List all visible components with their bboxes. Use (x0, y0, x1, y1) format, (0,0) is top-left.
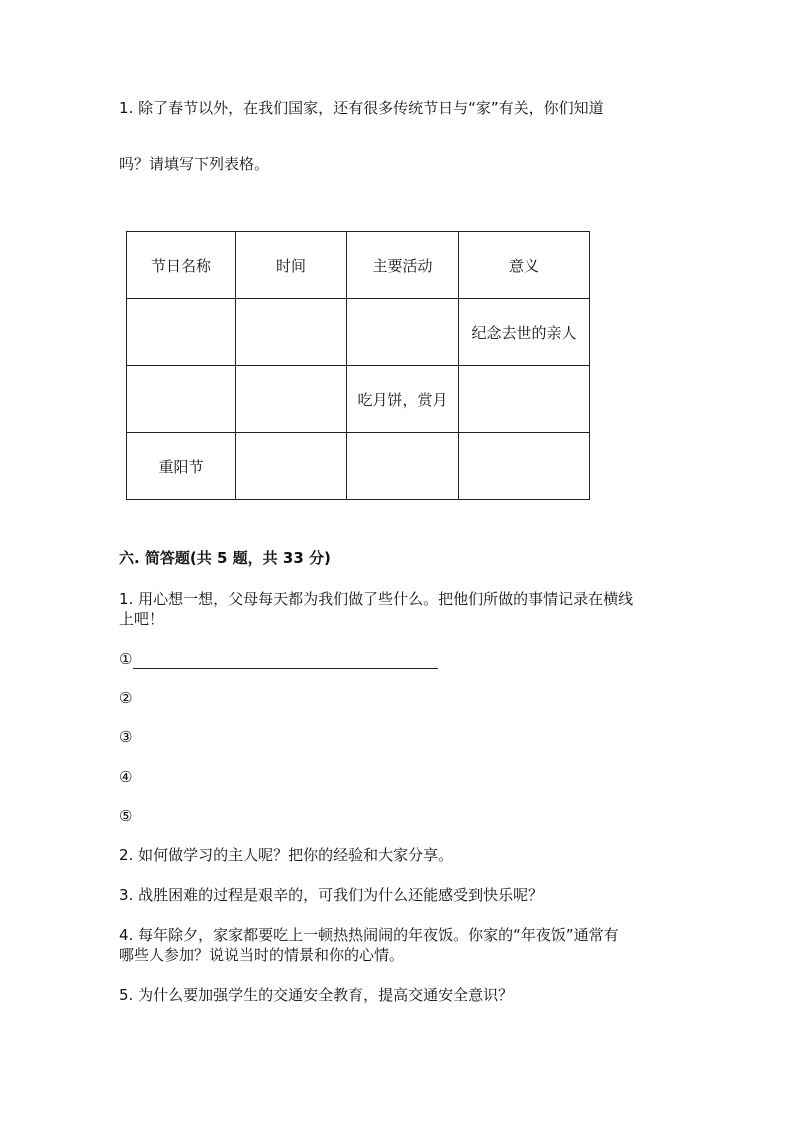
answer-item-5: ⑤ (119, 807, 133, 825)
answer-item-3: ③ (119, 728, 133, 746)
header-time: 时间 (236, 232, 347, 299)
section-title: 六. 简答题(共 5 题，共 33 分) (119, 549, 331, 567)
s6-q5: 5. 为什么要加强学生的交通安全教育，提高交通安全意识？ (119, 986, 514, 1004)
answer-underline[interactable] (133, 652, 438, 669)
table-cell[interactable] (236, 366, 347, 433)
table-header-row (127, 232, 590, 299)
table-cell[interactable] (347, 433, 459, 500)
s6-q4-line1: 4. 每年除夕，家家都要吃上一顿热热闹闹的年夜饭。你家的“年夜饭”通常有 (119, 926, 619, 944)
q1-text-line2: 吗？请填写下列表格。 (119, 155, 270, 173)
s6-q4-line2: 哪些人参加？说说当时的情景和你的心情。 (119, 946, 405, 964)
answer-item-2: ② (119, 689, 133, 707)
s6-q3: 3. 战胜困难的过程是艰辛的，可我们为什么还能感受到快乐呢？ (119, 886, 544, 904)
table-cell: 吃月饼，赏月 (347, 366, 459, 433)
header-meaning: 意义 (459, 232, 590, 299)
table-cell[interactable] (127, 299, 236, 366)
q1-text-line1: 1. 除了春节以外，在我们国家，还有很多传统节日与“家”有关，你们知道 (119, 99, 604, 117)
s6-q1-line2: 上吧！ (119, 610, 165, 628)
table-cell: 重阳节 (127, 433, 236, 500)
s6-q1-line1: 1. 用心想一想，父母每天都为我们做了些什么。把他们所做的事情记录在横线 (119, 590, 634, 608)
table-cell: 纪念去世的亲人 (459, 299, 590, 366)
table-cell[interactable] (347, 299, 459, 366)
table-row (127, 433, 590, 500)
table-row (127, 299, 590, 366)
table-cell[interactable] (127, 366, 236, 433)
header-main-activity: 主要活动 (347, 232, 459, 299)
table-cell[interactable] (459, 366, 590, 433)
s6-q2: 2. 如何做学习的主人呢？把你的经验和大家分享。 (119, 846, 454, 864)
festival-table (126, 231, 590, 500)
table-cell[interactable] (236, 299, 347, 366)
answer-item-4: ④ (119, 768, 133, 786)
answer-marker: ① (119, 650, 133, 668)
header-festival-name: 节日名称 (127, 232, 236, 299)
table-cell[interactable] (459, 433, 590, 500)
table-row (127, 366, 590, 433)
table-cell[interactable] (236, 433, 347, 500)
answer-item-1 (119, 649, 438, 669)
